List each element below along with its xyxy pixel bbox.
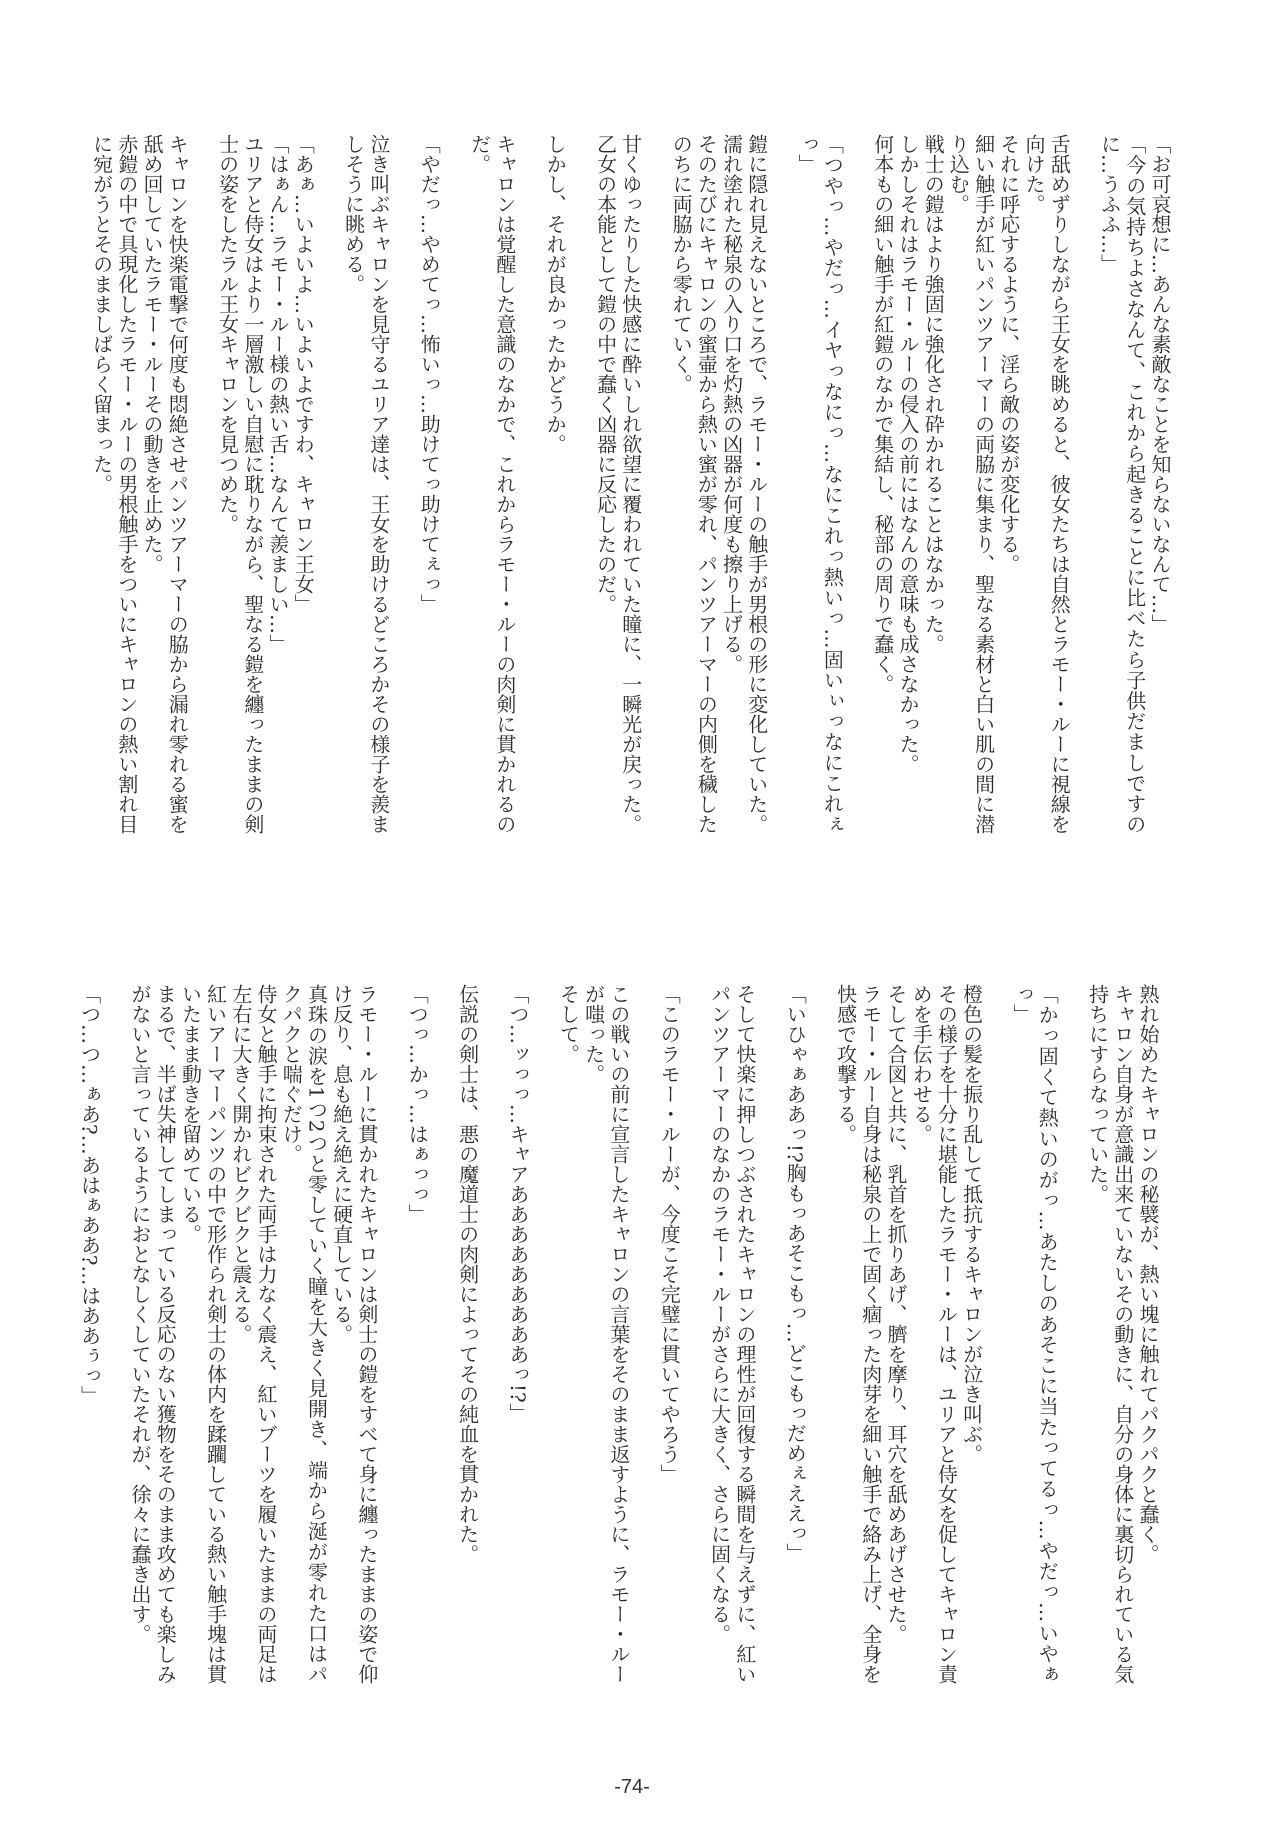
blank-line [1071,134,1096,834]
paragraph: しかし、それが良かったかどうか。 [543,134,568,454]
page-number: -74- [614,1776,650,1798]
blank-line [643,134,668,834]
paragraph: 乙女の本能として鎧の中で蠢く凶器に反応したのだ。 [593,134,618,614]
blank-line [441,134,466,834]
paragraph: ユリアと侍女はより一層激しい自慰に耽りながら、聖なる鎧を纏ったままの剣士の姿をしたラル王女キャロンを見つめた。 [215,134,265,834]
paragraph: 「つ…つ…ぁあ?…あはぁああ?…はああぅっ」 [77,984,102,1406]
paragraph: 戦士の鎧はより強固に強化され砕かれることはなかった。 [921,134,946,654]
blank-line [769,134,794,834]
paragraph: 「つやっ…やだっ…イヤっなにっ…なにこれっ熱いっ…固いぃっなにこれぇっ」 [795,134,845,834]
paragraph: 「いひゃぁああっ!?胸もっあそこもっ…どこもっだめぇええっ」 [783,984,808,1563]
upper-text-block [88,134,1172,834]
blank-line [567,134,592,834]
paragraph: そして。 [556,984,581,1064]
paragraph: まるで、半ば失神してしまっている反応のない獲物をそのまま攻めても楽しみがないと言っているようにおとなしくしていたそれが、徐々に蠢き出す。 [128,984,178,1684]
blank-line [984,984,1009,1684]
paragraph: 侍女と触手に拘束された両手は力なく震え、紅いブーツを履いたままの両足は左右に大きく開かれビクビクと震える。 [228,984,279,1684]
paragraph: キャロンを快楽電撃で何度も悶絶させパンツアーマーの脇から漏れ零れる蜜を舐め回していたラモー・ルーその動きを止めた。 [140,134,190,834]
blank-line [844,134,869,834]
paragraph: 「はぁん…ラモー・ルー様の熱い舌…なんて羨ましい…」 [266,134,291,654]
paragraph: 「つっ…かっ…はぁっっ」 [405,984,430,1224]
paragraph: 「つ…ッっっ…キャアあああああああああっ!?」 [506,984,531,1423]
paragraph: 「お可哀想に…あんな素敵なことを知らないなんて…」 [1148,134,1172,634]
paragraph: そのたびにキャロンの蜜壷から熱い蜜が零れ、パンツアーマーの内側を穢したのちに両脇から零れていく。 [669,134,719,834]
paragraph: 泣き叫ぶキャロンを見守るユリア達は、王女を助けるどころかその様子を羨ましそうに眺める。 [341,134,391,834]
paragraph: しかしそれはラモー・ルーの侵入の前にはなんの意味も成さなかった。 [895,134,920,774]
paragraph: 濡れ塗れた秘泉の入り口を灼熱の凶器が何度も擦り上げる。 [719,134,744,674]
blank-line [681,984,706,1684]
paragraph: 「このラモー・ルーが、今度こそ完璧に貫いてやろう」 [657,984,682,1484]
paragraph: 舌舐めずりしながら王女を眺めると、彼女たちは自然とラモー・ルーに視線を向けた。 [1022,134,1072,834]
paragraph: その様子を十分に堪能したラモー・ルーは、ユリアと侍女を促してキャロン責めを手伝わせる。 [909,984,959,1684]
paragraph: 赤鎧の中で具現化したラモー・ルーの男根触手をついにキャロンの熱い割れ目に宛がうとそのまましばらく留まった。 [89,134,139,834]
paragraph: 真珠の涙を1つ2つと零していく瞳を大きく見開き、端から涎が零れた口はパクパクと喘ぐだけ。 [279,984,329,1684]
paragraph: キャロンは覚醒した意識のなかで、これからラモー・ルーの肉剣に貫かれるのだ。 [467,134,517,834]
paragraph: この戦いの前に宣言したキャロンの言葉をそのまま返すように、ラモー・ルーが嗤った。 [581,984,631,1684]
paragraph: 紅いアーマーパンツの中で形作られ剣士の体内を蹂躙している熱い触手塊は貫いたまま動きを留めている。 [178,984,228,1684]
lower-text-block [76,984,1160,1684]
blank-line [480,984,505,1684]
paragraph: ラモー・ルーに貫かれたキャロンは剣士の鎧をすべて身に纏ったままの姿で仰け反り、息も絶え絶えに硬直している。 [329,984,379,1684]
blank-line [631,984,656,1684]
paragraph: 「かっ固くて熱いのがっ…あたしのあそこに当たってるっ…やだっ…いやぁっ」 [1010,984,1060,1684]
paragraph: 橙色の髪を振り乱して抵抗するキャロンが泣き叫ぶ。 [959,984,984,1464]
paragraph: 「やだっ…やめてっ…怖いっ…助けてっ助けてぇっ」 [417,134,442,614]
paragraph: 「あぁ…いよいよ…いよいよですわ、キャロン王女」 [291,134,316,614]
blank-line [757,984,782,1684]
paragraph: 熟れ始めたキャロンの秘襞が、熱い塊に触れてパクパクと蠢く。 [1136,984,1160,1564]
blank-line [379,984,404,1684]
paragraph: そして快楽に押しつぶされたキャロンの理性が回復する瞬間を与えずに、紅いパンツアーマーのなかのラモー・ルーがさらに大きく、さらに固くなる。 [707,984,757,1684]
paragraph: それに呼応するように、淫ら敵の姿が変化する。 [996,134,1021,574]
blank-line [517,134,542,834]
paragraph: 伝説の剣士は、悪の魔道士の肉剣によってその純血を貫かれた。 [455,984,480,1564]
blank-line [429,984,454,1684]
paragraph: 「今の気持ちよさなんて、これから起きることに比べたら子供だましですのに…うふふ…」 [1097,134,1147,834]
paragraph: キャロン自身が意識出来ていないその動きに、自分の身体に裏切られている気持ちにすらなっていた。 [1085,984,1135,1684]
paragraph: ラモー・ルー自身は秘泉の上で固く痼った肉芽を細い触手で絡み上げ、全身を快感で攻撃する。 [833,984,883,1684]
paragraph: そして合図と共に、乳首を抓りあげ、臍を摩り、耳穴を舐めあげさせた。 [884,984,908,1644]
blank-line [391,134,416,834]
blank-line [189,134,214,834]
paragraph: 甘くゆったりした快感に酔いしれ欲望に覆われていた瞳に、一瞬光が戻った。 [618,134,643,834]
paragraph: 何本もの細い触手が紅鎧のなかで集結し、秘部の周りで蠢く。 [870,134,895,694]
blank-line [1059,984,1084,1684]
blank-line [315,134,340,834]
paragraph: 細い触手が紅いパンツアーマーの両脇に集まり、聖なる素材と白い肌の間に潜り込む。 [946,134,996,834]
paragraph: 鎧に隠れ見えないところで、ラモー・ルーの触手が男根の形に変化していた。 [744,134,769,834]
blank-line [102,984,127,1684]
blank-line [807,984,832,1684]
blank-line [530,984,555,1684]
